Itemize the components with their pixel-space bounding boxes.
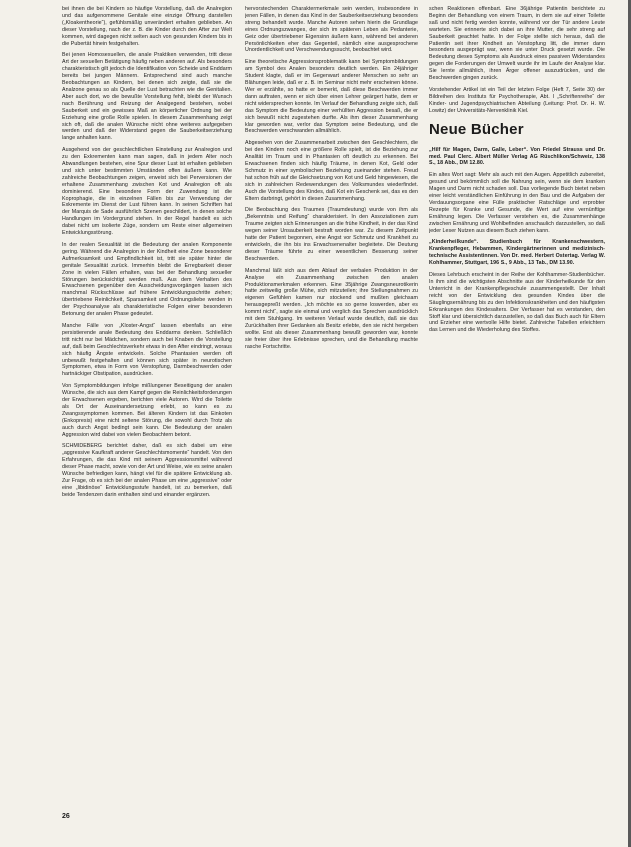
book-review: Ein altes Wort sagt: Mehr als auch mit den Augen. Appetitlich zubereitet, gesund und bekömmlich soll die Nahrung sein, wenn sie dem kranken Magen und Darm nicht schaden soll. Das vorliegende Buch bietet neben einer leicht verständlichen Einführung in den Bau und die Aufgaben der Verdauungsorgane eine Fülle praktischer Ratschläge und erprobter Rezepte für Kranke und Gesunde, die Wert auf eine vernünftige Ernährung legen. Die Verfasser verstehen es, die Zusammenhänge zwischen Ernährung und Wohlbefinden anschaulich darzustellen, so daß jeder Leser Nutzen aus diesem Buch ziehen kann. — [429, 172, 605, 234]
section-heading: Neue Bücher — [429, 120, 524, 138]
paragraph: Eine theoretische Aggressionsproblematik kann bei Symptombildungen am Symbol des Analen besonders deutlich werden. Ein 24jähriger Student klagte, daß er im Gegenwart anderer Menschen so sehr an Blähungen leide, daß er z. B. im Seminar nicht mehr erscheinen könne. Wer er erzählte, so hatte er bemerkt, daß diese Beschwerden immer dann auftraten, wenn er sich über einen Lehrer geärgert hatte, dem er nicht widersprechen konnte. Im Verlauf der Behandlung zeigte sich, daß das Symptom die Bedeutung einer verhüllten Aggression besaß, die er sich bewußt nicht zugestehen durfte. Als ihm dieser Zusammenhang klar geworden war, verlor das Symptom seine Bedeutung, und die Beschwerden verschwanden allmählich. — [245, 59, 418, 135]
paragraph: Manchmal läßt sich aus dem Ablauf der verbalen Produktion in der Analyse ein Zusammenhang zwischen den analen Produktionsmerkmalen erkennen. Eine 35jährige Zwangsneurotikerin hatte zeitweilig große Mühe, sich mitzuteilen; ihre Stellungnahmen zu eigenen Gefühlen kamen nur stockend und mußten gleichsam herausgepreßt werden. „Ich möchte es so gerne loswerden, aber es kommt nicht“, sagte sie einmal und verglich das Sprechen ausdrücklich mit dem Stuhlgang. Im weiteren Verlauf wurde deutlich, daß sie das Zurückhalten ihrer Gedanken als Besitz erlebte, den sie nicht hergeben wollte. Erst als dieser Zusammenhang bewußt geworden war, konnte sie freier über ihre Erlebnisse sprechen, und die Behandlung machte rasche Fortschritte. — [245, 267, 418, 350]
paragraph: Manche Fälle von „Kloster-Angst“ lassen ebenfalls an eine persistierende anale Bedeutung des Enddarms denken. Schließlich tritt nicht nur bei Mädchen, sondern auch bei Knaben die Vorstellung auf, daß beim Geschlechtsverkehr etwas in den After eindringt, woraus sich häufig Ängste entwickeln. Solche Phantasien werden oft unbewußt festgehalten und können sich später in neurotischen Symptomen, etwa in Form von Verstopfung, Darmbeschwerden oder hartnäckiger Obstipation, ausdrücken. — [62, 322, 232, 378]
page-number: 26 — [62, 813, 70, 820]
paragraph: Bei jenen Homosexuellen, die anale Praktiken verwenden, tritt diese Art der sexuellen Betätigung häufig neben anderen auf. Als besonders charakteristisch gilt jedoch die Identifikation von Scheide und Enddarm bereits bei jungen Männern. Entsprechend sind auch manche Beobachtungen an Kindern, bei denen sich zeigte, daß sie die Analzone genau so als Quelle der Lust betrachten wie die Genitalien. Aber auch dort, wo die bewußte Vorstellung fehlt, bleibt der Wunsch nach Berührung und Reizung der Analgegend bestehen, wobei Sauberkeit und ein gewisses Maß an körperlicher Ordnung bei der Erziehung eine große Rolle spielen. In diesem Zusammenhang zeigt sich oft, daß die analen Wünsche nicht ohne weiteres aufgegeben werden und daß der Widerstand gegen die Sauberkeitserziehung lange anhalten kann. — [62, 52, 232, 142]
book-title: „Hilf für Magen, Darm, Galle, Leber“. Von Friedel Strauss und Dr. med. Paul Clerc. Albert Müller Verlag AG Rüschlikon/Schweiz, 138 S., 18 Abb., DM 12.80. — [429, 146, 605, 167]
text-column-middle — [245, 6, 418, 831]
paragraph: Die Beobachtung des Traumes (Traumdeutung) wurde von ihm als „Bekenntnis und Reifung“ charakterisiert. In den Assoziationen zum Traume zeigten sich Erinnerungen an die frühe Kindheit, in der das Kind wegen seiner Unsauberkeit bestraft worden war. Zu diesem Zeitpunkt hatte der Patient begonnen, eine Angst vor Schmutz und Krankheit zu entwickeln, die ihn bis ins Erwachsenenalter begleitete. Die Deutung dieser Träume führte zu einer wesentlichen Besserung seiner Beschwerden. — [245, 207, 418, 262]
book-review: Dieses Lehrbuch erscheint in der Reihe der Kohlhammer-Studienbücher. In ihm sind die wichtigsten Abschnitte aus der Kinderheilkunde für den Unterricht in der Krankenpflegeschule zusammengestellt. Der Inhalt reicht von der Entwicklung des gesunden Kindes über die Säuglingsernährung bis zu den Infektionskrankheiten und den häufigsten Erkrankungen des Kindesalters. Der Verfasser hat es verstanden, den Stoff klar und übersichtlich darzustellen, so daß das Buch auch für Eltern und Erzieher eine wertvolle Hilfe bietet. Zahlreiche Tabellen erleichtern das Lernen und die Wiederholung des Stoffes. — [429, 272, 605, 334]
paragraph: bei ihnen die bei Kindern so häufige Vorstellung, daß die Analregion und das aufgenommene Genitale eine einzige Öffnung darstellen („Kloakentheorie“), gefühlsmäßig unverändert erhalten geblieben. An dieser Vorstellung, nach der z. B. die Kinder durch den After zur Welt kommen, wird dagegen nicht selten auch von gesunden Kindern bis in die Pubertät hinein festgehalten. — [62, 6, 232, 47]
paragraph: Ausgehend von der geschlechtlichen Einstellung zur Analregion und zu den Exkrementen kann man sagen, daß in jedem Alter noch Abwandlungen bestehen, eine Spur dieser Lust ist erhalten geblieben und sich unter bestimmten Umständen offen äußern kann. Wie zahlreiche Beobachtungen zeigen, erweist sich bei Perversionen der erhaltene Zusammenhang zwischen Kot und Analregion oft als dominierend. Eine besondere Form der Zuwendung ist die Koprophagie, die in einzelnen Fällen bis zur Verwendung der Exkremente im Dienst der Lust führen kann. In seinen Schriften hat der Marquis de Sade ausführlich Szenen geschildert, in denen solche Handlungen im Vordergrund stehen. In der Regel handelt es sich dabei nicht um isolierte Züge, sondern um Reste einer allgemeinen Entwicklungsstörung. — [62, 147, 232, 237]
paragraph: Von Symptombildungen infolge mißlungener Beseitigung der analen Wünsche, die sich aus dem Kampf gegen die Reinlichkeitsforderungen der Erwachsenen ergeben, berichten viele Autoren. Wird die Toilette als Ort der Auseinandersetzung erlebt, so kann es zu Zwangssymptomen kommen. Bei älteren Kindern ist das Einkoten (Enkopresis) eine nicht seltene Störung, die sowohl durch Trotz als auch durch Angst bedingt sein kann. Die Bedeutung der analen Aggression wird dabei von vielen Beobachtern betont. — [62, 383, 232, 438]
paragraph: Abgesehen von der Zusammenarbeit zwischen den Geschlechtern, die bei den Kindern noch eine größere Rolle spielt, ist die Beziehung zur Analität im Traum und in Phantasien oft deutlich zu erkennen. Bei Erwachsenen finden sich häufig Träume, in denen Kot, Geld oder Schmutz in einer symbolischen Beziehung zueinander stehen. Freud hat schon früh auf die Gleichsetzung von Kot und Geld hingewiesen, die sich in zahlreichen Redewendungen des Volksmundes wiederfindet. Auch die Vorstellung des Kindes, daß Kot ein Geschenk sei, das es den Eltern darbringt, gehört in diesen Zusammenhang. — [245, 140, 418, 202]
paragraph: In der realen Sexualität ist die Bedeutung der analen Komponente gering. Während die Analregion in der Kindheit eine Zone besonderer Aufmerksamkeit und Empfindlichkeit ist, tritt sie später hinter die genitale Sexualität zurück. Immerhin bleibt die Erregbarkeit dieser Zone in vielen Fällen erhalten, was bei der Behandlung sexueller Störungen berücksichtigt werden muß. Aus dem Verhalten des Erwachsenen gegenüber den Ausscheidungsvorgängen lassen sich manchmal Rückschlüsse auf frühere Entwicklungsschritte ziehen; übertriebene Reinlichkeit, Sparsamkeit und Ordnungsliebe werden in der Psychoanalyse als charakteristische Folgen einer besonderen Betonung der analen Phase gedeutet. — [62, 242, 232, 318]
text-column-left — [62, 6, 232, 791]
book-title: „Kinderheilkunde“. Studienbuch für Krankenschwestern, Krankenpfleger, Hebammen, Kindergärtnerinnen und medizinisch-technische Assistentinnen. Von Dr. med. Herbert Ostertag. Verlag W. Kohlhammer, Stuttgart, 196 S., 9 Abb., 13 Tab., DM 13.90. — [429, 239, 605, 267]
source-note: Vorstehender Artikel ist ein Teil der letzten Folge (Heft 7, Seite 30) der Bildreihen des Instituts für Psychotherapie, Abt. I „Schriftenreihe“ der Kinder- und Jugendpsychiatrischen Abteilung (Leitung: Prof. Dr. H. W. Lowitz) der Universitäts-Nervenklinik Kiel. — [429, 86, 605, 114]
paragraph: hervorstechenden Charaktermerkmale sein werden, insbesondere in jenen Fällen, in denen das Kind in der Sauberkeitserziehung besonders streng behandelt wurde. Manche Autoren sehen hierin die Grundlage eines Ordnungszwanges, der sich im späteren Leben als Pedanterie, Geiz oder übertriebener Eigensinn äußern kann, während bei anderen Persönlichkeiten eher das Gegenteil, nämlich eine ausgesprochene Unordentlichkeit und Verschwendungssucht, beobachtet wird. — [245, 6, 418, 54]
paragraph: SCHMIDEBERG berichtet daher, daß es sich dabei um eine „aggressive Kaufkraft anderer Geschlechtsmomente“ handelt. Von den Erfahrungen, die das Kind mit seinem Aggressionsmittel während dieser Phase macht, sowie von der Art und Weise, wie es seine analen Wünsche befriedigen kann, hängt viel für die spätere Entwicklung ab. Zur Frage, ob es sich bei der analen Phase um eine „aggressive“ oder eine „libidinöse“ Entwicklungsstufe handelt, ist zu bemerken, daß beide Tendenzen darin enthalten sind und einander ergänzen. — [62, 443, 232, 498]
text-column-right — [429, 6, 605, 831]
paragraph: schen Reaktionen offenbart. Eine 36jährige Patientin berichtete zu Beginn der Behandlung von einem Traum, in dem sie auf einer Toilette saß und nicht fertig werden konnte, während vor der Tür andere Leute warteten. Sie erinnerte sich dabei an ihre Mutter, die sehr streng auf Sauberkeit geachtet hatte. In der Folge stellte sich heraus, daß die Patientin seit ihrer Kindheit an Verstopfung litt, die immer dann besonders ausgeprägt war, wenn sie unter Druck gesetzt wurde. Die Bedeutung dieses Symptoms als Ausdruck eines passiven Widerstandes gegen die Forderungen der Umwelt wurde ihr im Laufe der Analyse klar. Sie lernte allmählich, ihren Ärger offener auszudrücken, und die Beschwerden gingen zurück. — [429, 6, 605, 82]
